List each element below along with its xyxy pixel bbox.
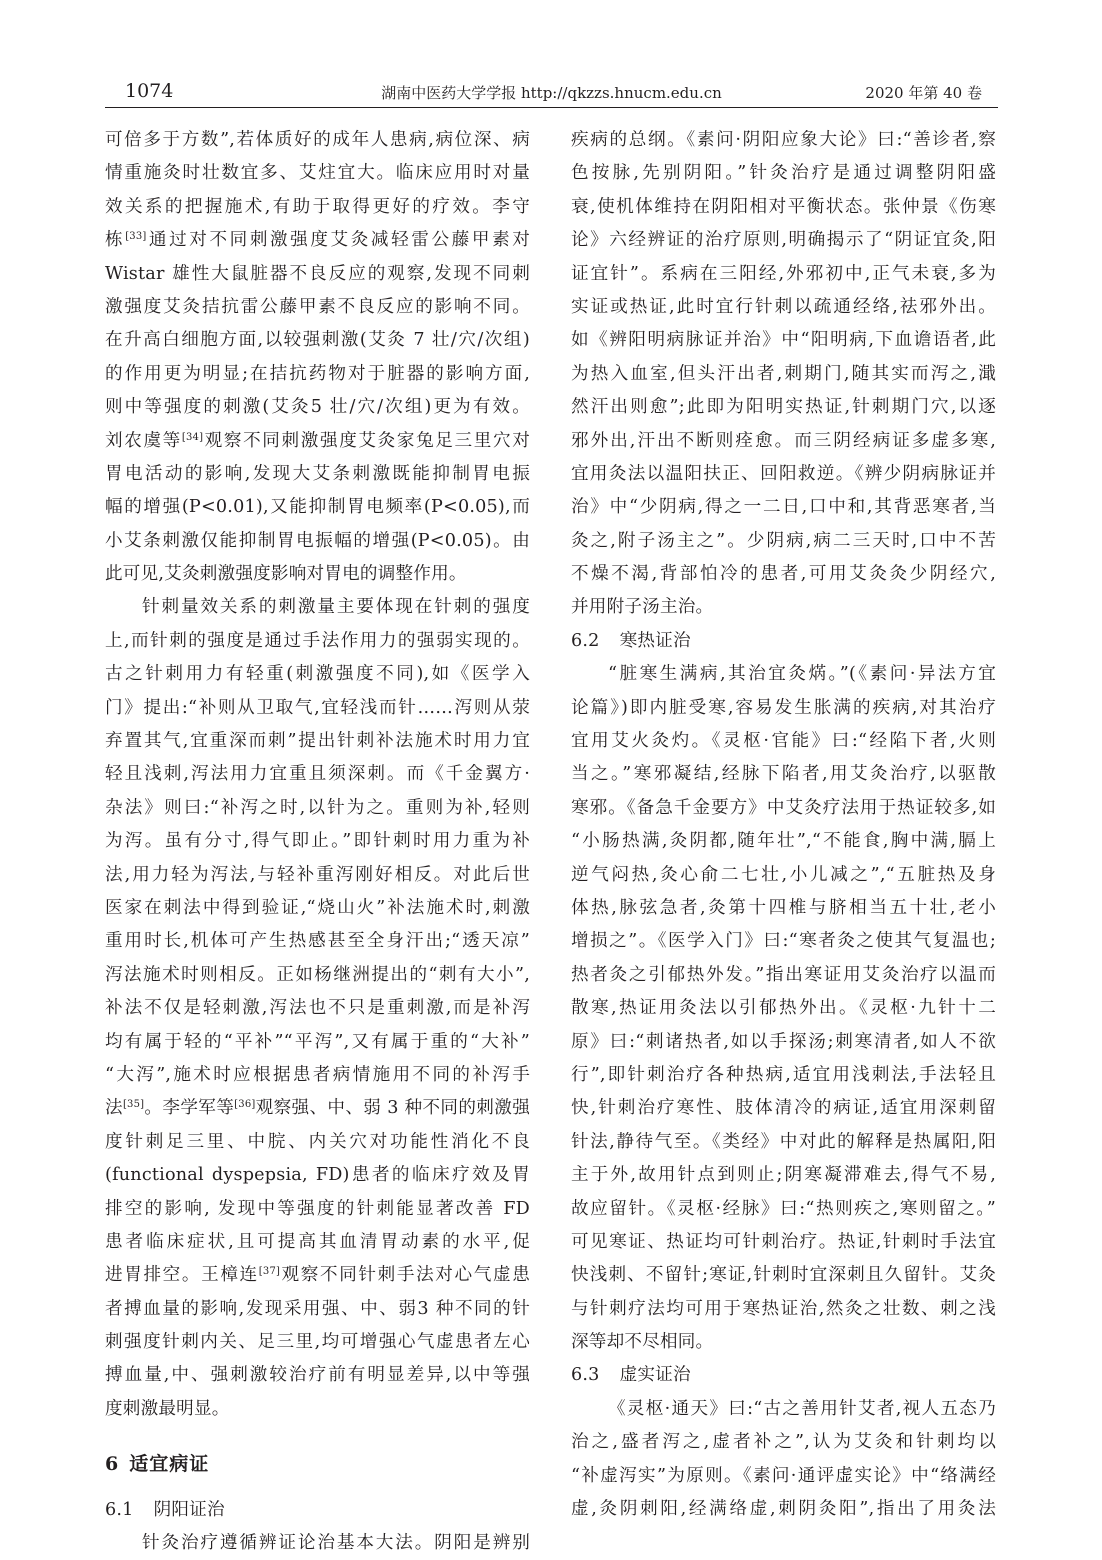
text-line: 度针刺足三里、中脘、内关穴对功能性消化不良 <box>105 1131 530 1152</box>
text-line: 治之,盛者泻之,虚者补之”,认为艾灸和针刺均以 <box>571 1432 996 1453</box>
text-line: 为泻。虽有分寸,得气即止。”即针刺时用力重为补 <box>105 831 530 852</box>
text-line: 治》中“少阴病,得之一二日,口中和,其背恶寒者,当 <box>571 497 996 518</box>
text-line: 增损之”。《医学入门》曰:“寒者灸之使其气复温也; <box>571 931 996 952</box>
text-line: 医家在刺法中得到验证,“烧山火”补法施术时,刺激 <box>105 897 530 918</box>
text-line: 针刺量效关系的刺激量主要体现在针刺的强度 <box>142 597 530 618</box>
text-line: 门》提出:“补则从卫取气,宜轻浅而针……泻则从荥 <box>105 697 530 718</box>
text-line: 可见寒证、热证均可针刺治疗。热证,针刺时手法宜 <box>571 1231 996 1252</box>
volume-label: 2020 年第 40 卷 <box>865 84 982 102</box>
text-line: 实证或热证,此时宜行针刺以疏通经络,祛邪外出。 <box>571 296 996 317</box>
text-line: 衰,使机体维持在阴阳相对平衡状态。张仲景《伤寒 <box>571 196 996 217</box>
text-line: Wistar 雄性大鼠脏器不良反应的观察,发现不同刺 <box>105 263 530 284</box>
text-line: 重用时长,机体可产生热感甚至全身汗出;“透天凉” <box>105 931 530 952</box>
left-column <box>105 124 530 1560</box>
text-line: 虚,灸阴刺阳,经满络虚,刺阴灸阳”,指出了用灸法 <box>571 1499 996 1520</box>
journal-name: 湖南中医药大学学报 http://qkzzs.hnucm.edu.cn <box>381 84 722 102</box>
section-heading-6-1: 6.1 阴阳证治 <box>105 1499 225 1520</box>
text-line: 《灵枢·通天》曰:“古之善用针艾者,视人五态乃 <box>608 1398 996 1419</box>
text-line: 度刺激最明显。 <box>105 1398 230 1419</box>
text-line: 激强度艾灸拮抗雷公藤甲素不良反应的影响不同。 <box>105 296 530 317</box>
section-heading-6: 6 适宜病证 <box>105 1453 210 1476</box>
text-line: 灸之,附子汤主之”。少阴病,病二三天时,口中不苦 <box>571 530 996 551</box>
text-line: 宜用艾火灸灼。《灵枢·官能》曰:“经陷下者,火则 <box>571 731 996 752</box>
text-line: 上,而针刺的强度是通过手法作用力的强弱实现的。 <box>105 630 530 651</box>
text-line: 散寒,热证用灸法以引郁热外出。《灵枢·九针十二 <box>571 998 996 1019</box>
text-line: 疾病的总纲。《素问·阴阳应象大论》曰:“善诊者,察 <box>571 130 996 150</box>
text-line: 针法,静待气至。《类经》中对此的解释是热属阳,阳 <box>571 1131 996 1152</box>
text-line: 证宜针”。系病在三阳经,外邪初中,正气未衰,多为 <box>571 263 996 284</box>
text-line: 宜用灸法以温阳扶正、回阳救逆。《辨少阴病脉证并 <box>571 463 996 484</box>
text-line: 栋[33]通过对不同刺激强度艾灸减轻雷公藤甲素对 <box>105 230 530 251</box>
text-line: 刺强度针刺内关、足三里,均可增强心气虚患者左心 <box>105 1332 530 1353</box>
text-line: 论篇》)即内脏受寒,容易发生胀满的疾病,对其治疗 <box>571 697 996 718</box>
text-line: 古之针刺用力有轻重(刺激强度不同),如《医学入 <box>105 664 530 685</box>
text-line: 论》六经辨证的治疗原则,明确揭示了“阴证宜灸,阳 <box>571 230 996 251</box>
text-line: 小艾条刺激仅能抑制胃电振幅的增强(P<0.05)。由 <box>105 530 530 551</box>
text-line: 进胃排空。王樟连[37]观察不同针刺手法对心气虚患 <box>105 1265 530 1286</box>
text-line: 如《辨阳明病脉证并治》中“阳明病,下血谵语者,此 <box>571 330 996 351</box>
text-line: 然汗出则愈”;此即为阳明实热证,针刺期门穴,以逐 <box>571 397 996 418</box>
text-line: 快浅刺、不留针;寒证,针刺时宜深刺且久留针。艾灸 <box>571 1265 996 1286</box>
text-line: “脏寒生满病,其治宜灸焫。”(《素问·异法方宜 <box>608 664 996 685</box>
text-line: “小肠热满,灸阴都,随年壮”,“不能食,胸中满,膈上 <box>571 831 996 852</box>
text-line: 故应留针。《灵枢·经脉》曰:“热则疾之,寒则留之。” <box>571 1198 996 1219</box>
text-line: 邪外出,汗出不断则痊愈。而三阴经病证多虚多寒, <box>571 430 996 451</box>
right-column <box>571 124 996 1526</box>
text-line: 轻且浅刺,泻法用力宜重且须深刺。而《千金翼方· <box>105 764 530 785</box>
running-header <box>105 80 998 110</box>
text-line: 为热入血室,但头汗出者,刺期门,随其实而泻之,濈 <box>571 363 996 384</box>
text-line: 胃电活动的影响,发现大艾条刺激既能抑制胃电振 <box>105 463 530 484</box>
text-line: 情重施灸时壮数宜多、艾炷宜大。临床应用时对量 <box>105 163 530 184</box>
text-line: 主于外,故用针点到则止;阴寒凝滞难去,得气不易, <box>571 1165 996 1186</box>
text-line: 当之。”寒邪凝结,经脉下陷者,用艾灸治疗,以驱散 <box>571 764 996 785</box>
section-heading-6-3: 6.3 虚实证治 <box>571 1365 691 1386</box>
text-line: (functional dyspepsia, FD)患者的临床疗效及胃 <box>105 1165 530 1186</box>
text-line: 排空的影响, 发现中等强度的针刺能显著改善 FD <box>105 1198 530 1219</box>
text-line: 寒邪。《备急千金要方》中艾灸疗法用于热证较多,如 <box>571 797 996 818</box>
text-line: 法,用力轻为泻法,与轻补重泻刚好相反。对此后世 <box>105 864 530 885</box>
text-line: 原》曰:“刺诸热者,如以手探汤;刺寒清者,如人不欲 <box>571 1031 996 1052</box>
text-line: 深等却不尽相同。 <box>571 1332 714 1353</box>
text-line: 的作用更为明显;在拮抗药物对于脏器的影响方面, <box>105 363 530 384</box>
text-line: 针灸治疗遵循辨证论治基本大法。阴阳是辨别 <box>142 1533 530 1554</box>
text-line: “补虚泻实”为原则。《素问·通评虚实论》中“络满经 <box>571 1465 996 1486</box>
section-heading-6-2: 6.2 寒热证治 <box>571 630 691 651</box>
page-number: 1074 <box>125 80 174 102</box>
text-line: 行”,即针刺治疗各种热病,适宜用浅刺法,手法轻且 <box>571 1064 996 1085</box>
text-line: 可倍多于方数”,若体质好的成年人患病,病位深、病 <box>105 130 530 150</box>
text-line: 色按脉,先别阴阳。”针灸治疗是通过调整阴阳盛 <box>571 163 996 184</box>
text-line: 逆气闷热,灸心俞二七壮,小儿减之”,“五脏热及身 <box>571 864 996 885</box>
text-line: 则中等强度的刺激(艾灸5 壮/穴/次组)更为有效。 <box>105 397 530 418</box>
text-line: “大泻”,施术时应根据患者病情施用不同的补泻手 <box>105 1064 530 1085</box>
text-line: 不燥不渴,背部怕冷的患者,可用艾灸灸少阴经穴, <box>571 564 996 585</box>
text-line: 者搏血量的影响,发现采用强、中、弱3 种不同的针 <box>105 1298 530 1319</box>
text-line: 与针刺疗法均可用于寒热证治,然灸之壮数、刺之浅 <box>571 1298 996 1319</box>
text-line: 并用附子汤主治。 <box>571 597 714 618</box>
text-line: 快,针刺治疗寒性、肢体清冷的病证,适宜用深刺留 <box>571 1098 996 1119</box>
text-line: 搏血量,中、强刺激较治疗前有明显差异,以中等强 <box>105 1365 530 1386</box>
text-line: 幅的增强(P<0.01),又能抑制胃电频率(P<0.05),而 <box>105 497 530 518</box>
text-line: 刘农虞等[34]观察不同刺激强度艾灸家兔足三里穴对 <box>105 430 530 451</box>
text-line: 效关系的把握施术,有助于取得更好的疗效。李守 <box>105 196 530 217</box>
text-line: 此可见,艾灸刺激强度影响对胃电的调整作用。 <box>105 564 467 585</box>
text-line: 杂法》则曰:“补泻之时,以针为之。重则为补,轻则 <box>105 797 530 818</box>
text-line: 弃置其气,宜重深而刺”提出针刺补法施术时用力宜 <box>105 731 530 752</box>
text-line: 补法不仅是轻刺激,泻法也不只是重刺激,而是补泻 <box>105 998 530 1019</box>
text-line: 泻法施术时则相反。正如杨继洲提出的“刺有大小”, <box>105 964 530 985</box>
header-rule <box>105 107 998 108</box>
text-line: 均有属于轻的“平补”“平泻”,又有属于重的“大补” <box>105 1031 530 1052</box>
text-line: 体热,脉弦急者,灸第十四椎与脐相当五十壮,老小 <box>571 897 996 918</box>
text-line: 法[35]。李学军等[36]观察强、中、弱 3 种不同的刺激强 <box>105 1098 530 1119</box>
text-line: 患者临床症状,且可提高其血清胃动素的水平,促 <box>105 1231 530 1252</box>
text-line: 在升高白细胞方面,以较强刺激(艾灸 7 壮/穴/次组) <box>105 330 530 351</box>
text-line: 热者灸之引郁热外发。”指出寒证用艾灸治疗以温而 <box>571 964 996 985</box>
